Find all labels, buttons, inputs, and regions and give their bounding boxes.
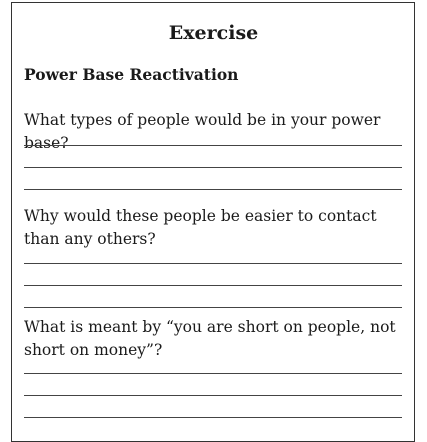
answer-line bbox=[24, 417, 402, 418]
question-2: Why would these people be easier to contact than any others? bbox=[24, 207, 377, 248]
answer-line bbox=[24, 285, 402, 286]
exercise-subtitle: Power Base Reactivation bbox=[24, 65, 239, 84]
question-1: What types of people would be in your power base? bbox=[24, 111, 381, 152]
answer-line bbox=[24, 263, 402, 264]
answer-line bbox=[24, 395, 402, 396]
answer-line bbox=[24, 167, 402, 168]
answer-line bbox=[24, 373, 402, 374]
answer-line bbox=[24, 307, 402, 308]
answer-line bbox=[24, 145, 402, 146]
worksheet-title: Exercise bbox=[168, 22, 259, 44]
answer-line bbox=[24, 189, 402, 190]
question-3: What is meant by “you are short on people, not short on money”? bbox=[24, 318, 396, 359]
